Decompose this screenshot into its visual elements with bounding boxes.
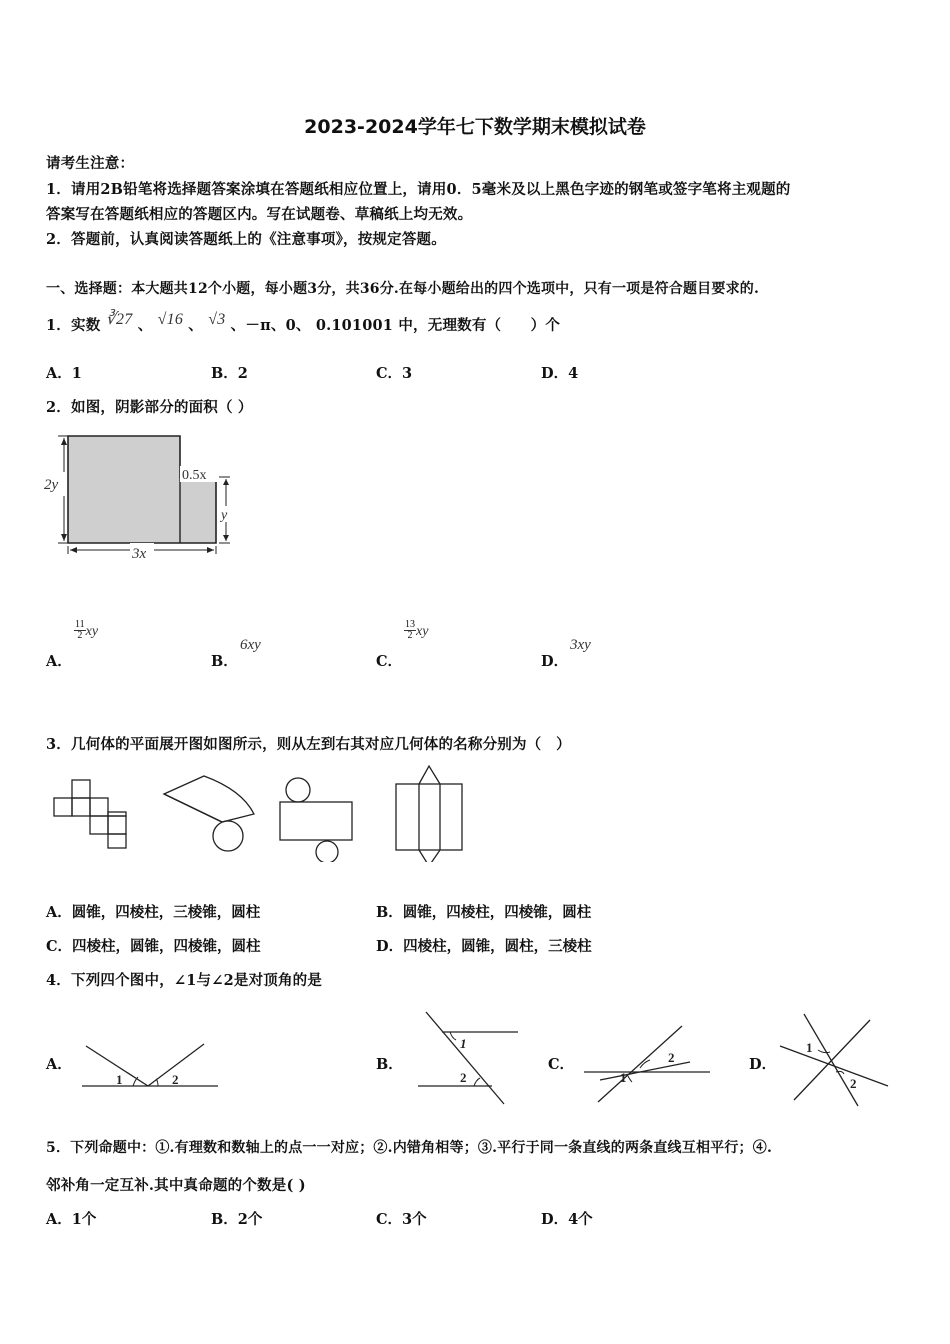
q4a-angle-2: 2	[172, 1072, 179, 1087]
notice-line-2: 2．答题前，认真阅读答题纸上的《注意事项》，按规定答题。	[46, 231, 446, 248]
q3-figure-nets	[44, 762, 484, 862]
q1-option-d[interactable]: D．4	[541, 365, 579, 382]
q4-figure-c	[580, 1020, 715, 1110]
q4-option-d[interactable]: D．	[749, 1056, 777, 1073]
q4d-angle-2: 2	[850, 1076, 857, 1091]
q3-option-b[interactable]: B．圆锥，四棱柱，四棱锥，圆柱	[376, 904, 592, 921]
q4b-angle-2: 2	[460, 1070, 467, 1085]
question-1-rest: 、－π、0、 0.101001 中，无理数有（ ）个	[230, 317, 561, 334]
label-2y: 2y	[44, 477, 59, 493]
q2-figure-shaded-area	[40, 428, 240, 568]
q2-option-b-letter[interactable]: B．	[211, 653, 238, 670]
q5-option-c[interactable]: C．3个	[376, 1211, 427, 1228]
q1-sep-2: 、	[188, 317, 203, 334]
q4-figure-a	[78, 1030, 223, 1095]
question-3-stem: 3．几何体的平面展开图如图所示，则从左到右其对应几何体的名称分别为（ ）	[46, 736, 571, 753]
notice-heading: 请考生注意：	[46, 155, 135, 172]
q1-option-c[interactable]: C．3	[376, 365, 413, 382]
question-4-stem: 4．下列四个图中，∠1与∠2是对顶角的是	[46, 972, 323, 989]
question-5-stem-line-1: 5．下列命题中：①.有理数和数轴上的点一一对应；②.内错角相等；③.平行于同一条直线的两条直线互相平行；④.	[46, 1140, 773, 1156]
question-1	[46, 311, 561, 335]
q4-figure-b	[412, 1008, 522, 1108]
q4-option-b[interactable]: B．	[376, 1056, 403, 1073]
q2-option-b-value[interactable]: 6xy	[240, 637, 261, 653]
q2-option-d-letter[interactable]: D．	[541, 653, 569, 670]
q4c-angle-1: 1	[620, 1070, 627, 1085]
net-cube-shape	[54, 780, 126, 848]
q3-option-d[interactable]: D．四棱柱，圆锥，圆柱，三棱柱	[376, 938, 592, 955]
cube-root-27: ∛27	[105, 311, 133, 328]
q3-option-c[interactable]: C．四棱柱，圆锥，四棱锥，圆柱	[46, 938, 261, 955]
label-0-5x: 0.5x	[182, 468, 207, 483]
q4a-angle-1: 1	[116, 1072, 123, 1087]
label-y: y	[221, 508, 228, 523]
label-3x: 3x	[132, 546, 147, 562]
q2-c-num: 13	[405, 619, 415, 630]
q2-c-var: xy	[416, 624, 429, 639]
net-cone-shape	[164, 776, 254, 851]
q5-option-d[interactable]: D．4个	[541, 1211, 593, 1228]
question-1-prefix: 1．实数	[46, 317, 101, 334]
q2-a-num: 11	[75, 619, 85, 630]
notice-line-1b: 答案写在答题纸相应的答题区内。写在试题卷、草稿纸上均无效。	[46, 206, 473, 223]
q5-option-b[interactable]: B．2个	[211, 1211, 263, 1228]
q2-option-d-value[interactable]: 3xy	[570, 637, 591, 653]
q1-option-a[interactable]: A．1	[46, 365, 82, 382]
net-triangular-prism-shape	[396, 766, 462, 862]
q4b-angle-1: 1	[460, 1036, 467, 1051]
section-1-heading: 一、选择题：本大题共12个小题，每小题3分，共36分.在每小题给出的四个选项中，只有一项是符合题目要求的.	[46, 281, 760, 297]
q2-option-c-value[interactable]	[404, 620, 428, 641]
q2-c-den: 2	[407, 630, 413, 641]
q2-option-c-letter[interactable]: C．	[376, 653, 403, 670]
q1-option-b[interactable]: B．2	[211, 365, 248, 382]
net-cylinder-shape	[280, 778, 352, 862]
q4d-angle-1: 1	[806, 1040, 813, 1055]
page-title: 2023-2024学年七下数学期末模拟试卷	[304, 116, 646, 138]
q2-option-a-value[interactable]	[74, 620, 98, 641]
question-5-stem-line-2: 邻补角一定互补.其中真命题的个数是( )	[46, 1177, 306, 1194]
q4c-angle-2: 2	[668, 1050, 675, 1065]
q2-a-var: xy	[85, 624, 99, 639]
q2-option-a-letter[interactable]: A．	[46, 653, 72, 670]
q5-option-a[interactable]: A．1个	[46, 1211, 97, 1228]
q1-sep-1: 、	[137, 317, 153, 334]
sqrt-16: √16	[157, 311, 184, 328]
q2-a-den: 2	[77, 630, 83, 641]
q4-figure-d	[774, 1010, 894, 1110]
q4-option-c[interactable]: C．	[548, 1056, 575, 1073]
notice-line-1: 1．请用2B铅笔将选择题答案涂填在答题纸相应位置上，请用0．5毫米及以上黑色字迹的钢笔或签字笔将主观题的	[46, 181, 791, 198]
q3-option-a[interactable]: A．圆锥，四棱柱，三棱锥，圆柱	[46, 904, 261, 921]
q4-option-a[interactable]: A．	[46, 1056, 72, 1073]
question-2-stem: 2．如图，阴影部分的面积（ ）	[46, 399, 253, 416]
sqrt-3: √3	[208, 311, 226, 328]
